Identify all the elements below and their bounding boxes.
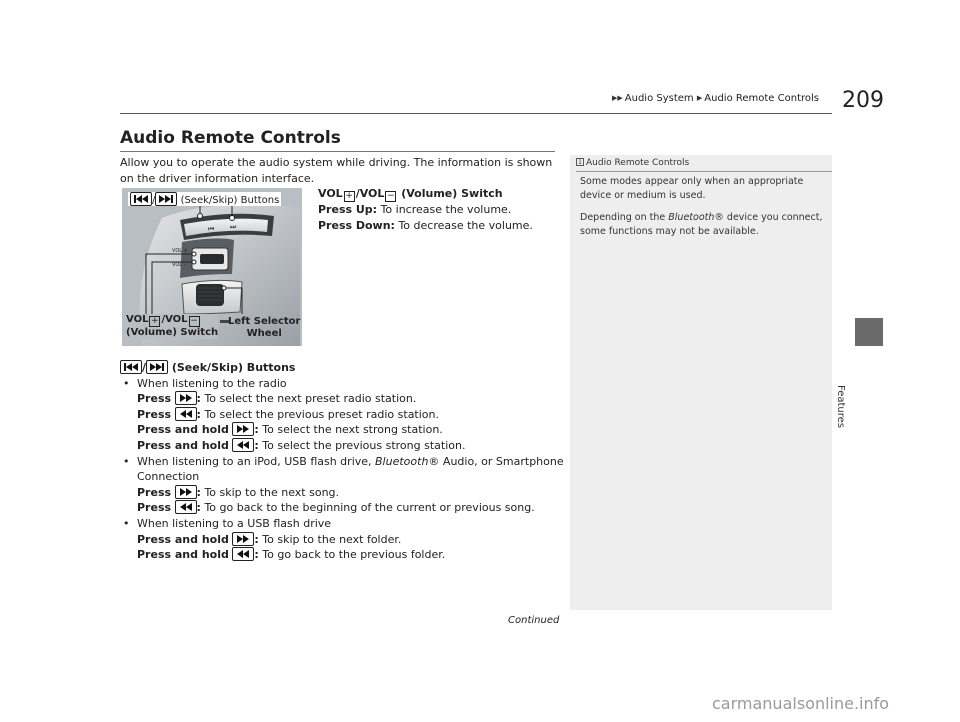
- figure-volume-label: VOL + /VOL − (Volume) Switch: [126, 314, 219, 338]
- skip-back-icon: [175, 407, 197, 421]
- list-item: Press and hold : To select the previous strong station.: [137, 438, 466, 452]
- note-paragraph-1: Some modes appear only when an appropriate device or medium is used.: [580, 176, 804, 201]
- seek-heading: / (Seek/Skip) Buttons: [120, 360, 570, 376]
- note-body: [580, 175, 824, 247]
- note-panel: [570, 155, 832, 610]
- figure-left-selector-label: Left Selector Wheel: [228, 316, 301, 339]
- radio-bullet: • When listening to the radio: [120, 376, 570, 392]
- list-item: Press : To skip to the next song.: [137, 485, 340, 499]
- skip-forward-icon: [155, 192, 177, 206]
- arrow-icon: ▶: [696, 94, 703, 102]
- usb-bullet: • When listening to a USB flash drive: [120, 516, 570, 532]
- note-divider: [576, 171, 832, 172]
- press-up-line: Press Up: To increase the volume.: [318, 203, 512, 216]
- section-tab[interactable]: [855, 318, 883, 346]
- watermark: carmanualsonline.info: [712, 694, 890, 713]
- vol-minus-label: VOL -: [172, 262, 186, 268]
- header-divider: [120, 113, 832, 114]
- list-item: Press and hold : To select the next strong station.: [137, 423, 443, 437]
- minus-icon: −: [387, 191, 395, 201]
- volume-switch-heading: VOL + /VOL − (Volume) Switch: [318, 187, 503, 201]
- skip-forward-icon: [146, 360, 168, 374]
- note-title: 1 Audio Remote Controls: [576, 158, 689, 168]
- steering-controls-figure: [122, 188, 302, 346]
- skip-forward-icon: [232, 532, 254, 546]
- title-divider: [120, 151, 555, 152]
- svg-text:⏮: ⏮: [208, 225, 215, 233]
- list-item: Press : To select the previous preset radio station.: [137, 407, 439, 421]
- plus-icon: +: [345, 191, 353, 201]
- list-item: Press and hold : To go back to the previous folder.: [137, 548, 446, 562]
- page-title: Audio Remote Controls: [120, 128, 341, 148]
- breadcrumb-item-audio-system[interactable]: Audio System: [624, 93, 694, 104]
- skip-back-icon: [232, 438, 254, 452]
- page-number: 209: [842, 88, 884, 113]
- double-arrow-icon: ▶▶: [612, 94, 623, 102]
- list-item: Press : To select the next preset radio station.: [137, 392, 417, 406]
- press-down-line: Press Down: To decrease the volume.: [318, 219, 533, 232]
- intro-text: Allow you to operate the audio system while driving. The information is shown on the driver information interface.: [120, 156, 553, 185]
- note-icon: 1: [576, 158, 584, 166]
- continued-label: Continued: [508, 615, 560, 626]
- note-paragraph-2: Depending on the Bluetooth® device you connect, some functions may not be available.: [580, 212, 823, 237]
- volume-switch-section: [318, 186, 558, 234]
- breadcrumb-item-audio-remote-controls[interactable]: Audio Remote Controls: [704, 93, 819, 104]
- seek-label-text: (Seek/Skip) Buttons: [180, 195, 280, 206]
- ipod-bullet-cont: Connection: [137, 470, 200, 484]
- volume-label-line2: (Volume) Switch: [126, 327, 219, 338]
- vol-plus-label: VOL +: [172, 248, 188, 254]
- svg-text:⏭: ⏭: [230, 223, 237, 231]
- skip-forward-icon: [232, 422, 254, 436]
- skip-back-icon: [175, 500, 197, 514]
- skip-back-icon: [232, 547, 254, 561]
- ipod-bullet: • When listening to an iPod, USB flash drive, Bluetooth® Audio, or Smartphone: [120, 454, 570, 470]
- breadcrumb: [612, 93, 819, 104]
- plus-icon: +: [151, 316, 159, 326]
- list-item: Press and hold : To skip to the next folder.: [137, 532, 402, 546]
- seek-buttons-section: [120, 360, 570, 563]
- skip-back-icon: [130, 192, 152, 206]
- side-section-label: Features: [835, 385, 846, 428]
- skip-back-icon: [120, 360, 142, 374]
- skip-forward-icon: [175, 485, 197, 499]
- figure-seek-label: / (Seek/Skip) Buttons: [128, 192, 281, 206]
- list-item: Press : To go back to the beginning of the current or previous song.: [137, 501, 535, 515]
- skip-forward-icon: [175, 391, 197, 405]
- minus-icon: −: [190, 316, 198, 326]
